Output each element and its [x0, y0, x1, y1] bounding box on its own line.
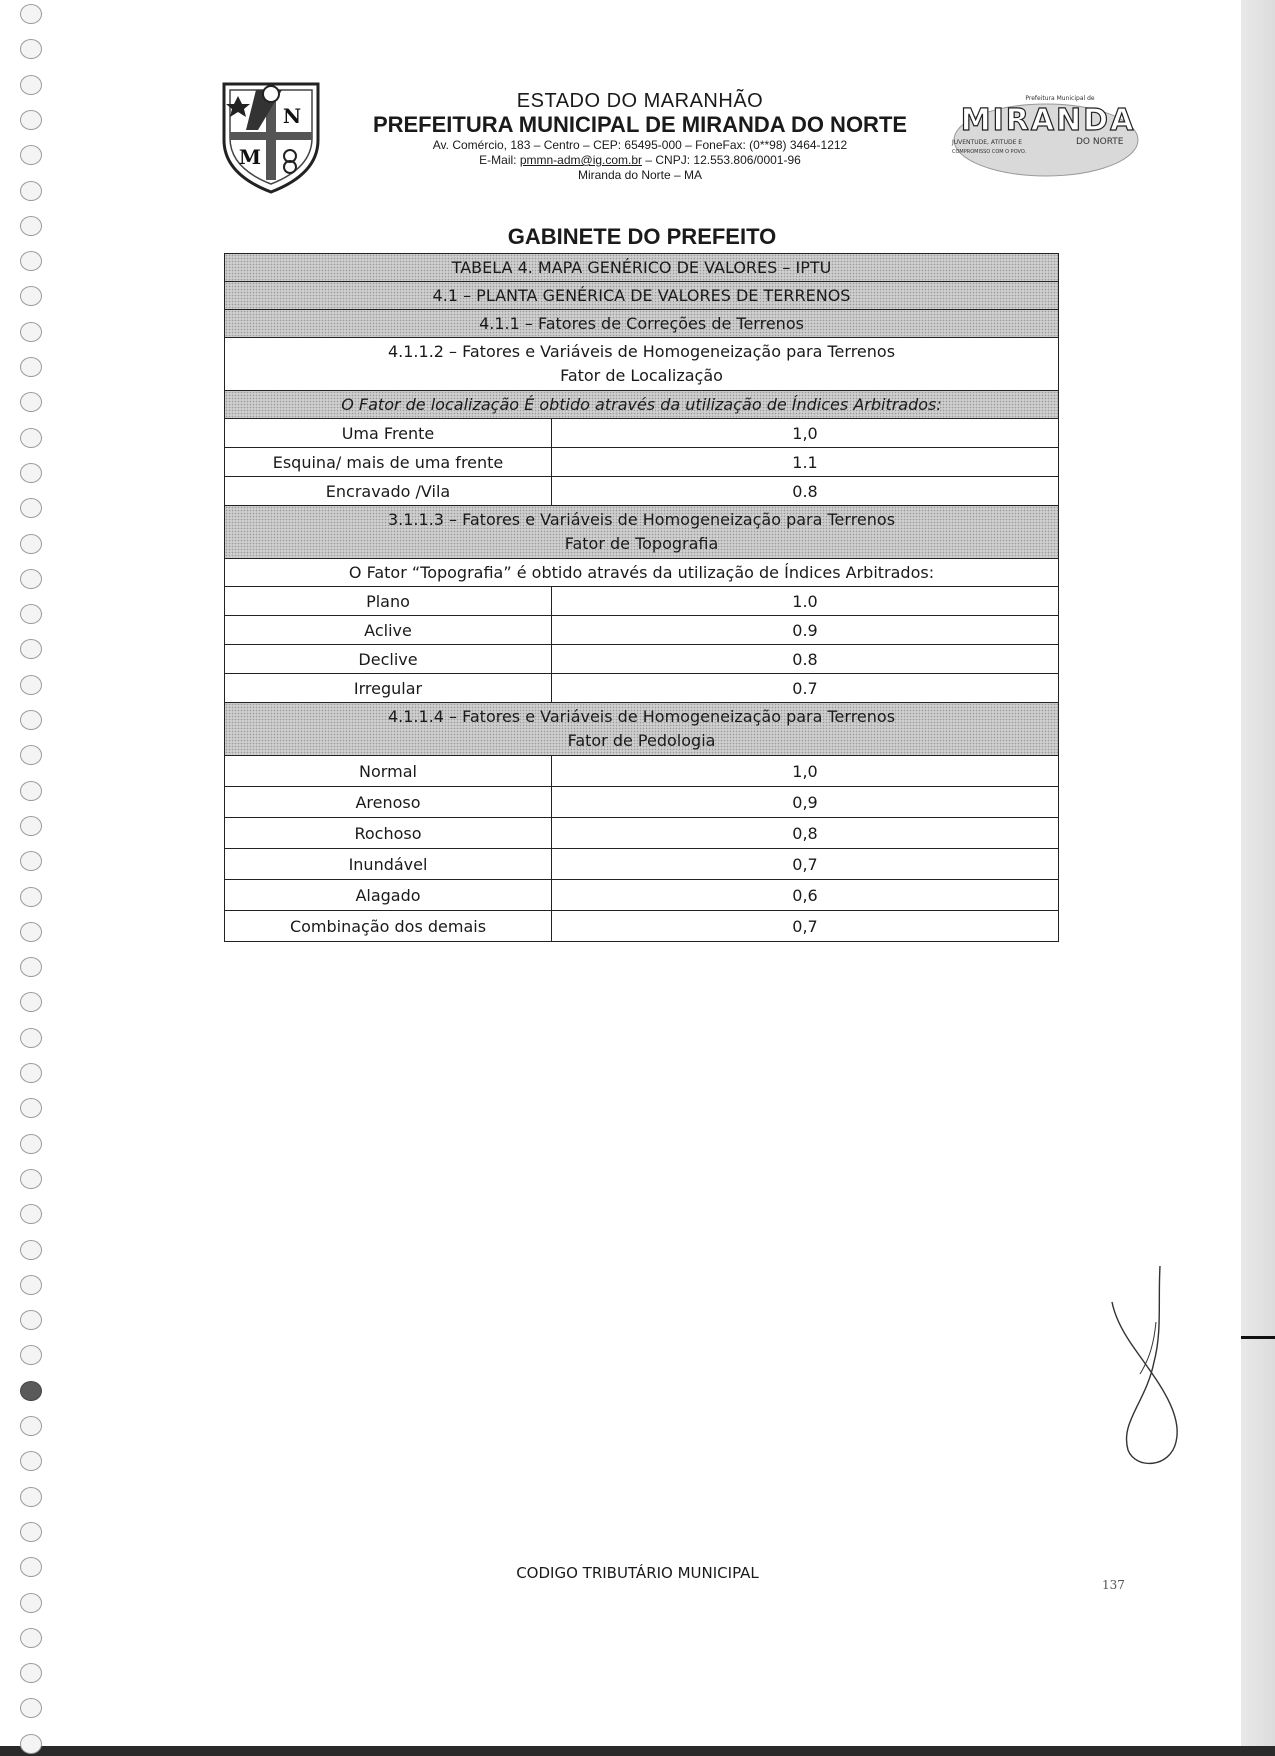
crest-letter-m: M	[238, 145, 262, 169]
localizacao-note: O Fator de localização É obtido através da utilização de Índices Arbitrados:	[225, 391, 1059, 419]
binder-hole	[20, 604, 42, 624]
table-row	[225, 419, 1059, 448]
row-value: 0.8	[552, 477, 1059, 506]
footer-title: CODIGO TRIBUTÁRIO MUNICIPAL	[516, 1564, 759, 1582]
subsection-row	[225, 310, 1059, 338]
binder-hole	[20, 39, 42, 59]
binder-hole	[20, 498, 42, 518]
scan-bottom-edge	[0, 1746, 1275, 1756]
row-value: 1,0	[552, 756, 1059, 787]
table-row	[225, 448, 1059, 477]
binder-hole	[20, 534, 42, 554]
row-value: 1.1	[552, 448, 1059, 477]
binder-hole	[20, 851, 42, 871]
logo-name: MIRANDA	[960, 103, 1136, 138]
binder-hole	[20, 251, 42, 271]
table-row	[225, 818, 1059, 849]
cnpj: – CNPJ: 12.553.806/0001-96	[642, 153, 801, 167]
row-label: Inundável	[225, 849, 552, 880]
topografia-note: O Fator “Topografia” é obtido através da utilização de Índices Arbitrados:	[225, 559, 1059, 587]
row-value: 1,0	[552, 419, 1059, 448]
binder-hole	[20, 922, 42, 942]
binder-hole	[20, 1522, 42, 1542]
binder-hole	[20, 1734, 42, 1754]
row-label: Rochoso	[225, 818, 552, 849]
signature-icon	[1110, 1262, 1200, 1472]
logo-sub3: COMPROMISSO COM O POVO.	[952, 149, 1027, 155]
binder-hole	[20, 745, 42, 765]
row-value: 0,9	[552, 787, 1059, 818]
row-value: 0.8	[552, 645, 1059, 674]
binder-hole	[20, 1063, 42, 1083]
binder-hole	[20, 428, 42, 448]
binder-hole	[20, 463, 42, 483]
row-label: Declive	[225, 645, 552, 674]
row-label: Combinação dos demais	[225, 911, 552, 942]
topografia-note-row	[225, 559, 1059, 587]
binder-hole	[20, 1487, 42, 1507]
topografia-heading	[225, 506, 1059, 559]
table-row	[225, 849, 1059, 880]
crest-letter-n: N	[282, 104, 302, 128]
table-row	[225, 645, 1059, 674]
binder-hole	[20, 1698, 42, 1718]
binder-hole	[20, 887, 42, 907]
scan-mark	[1241, 1336, 1275, 1339]
pedologia-heading-row	[225, 703, 1059, 756]
localizacao-note-row	[225, 391, 1059, 419]
row-label: Uma Frente	[225, 419, 552, 448]
binder-hole	[20, 1204, 42, 1224]
binder-hole	[20, 216, 42, 236]
pedologia-heading-line2: Fator de Pedologia	[567, 731, 716, 750]
row-value: 0.7	[552, 674, 1059, 703]
city-line: Miranda do Norte – MA	[577, 168, 703, 182]
binder-hole	[20, 1593, 42, 1613]
binder-hole	[20, 1628, 42, 1648]
municipal-crest-icon	[220, 78, 322, 194]
contact-line	[340, 153, 940, 168]
values-table	[224, 253, 1058, 942]
row-label: Aclive	[225, 616, 552, 645]
row-label: Normal	[225, 756, 552, 787]
binder-hole	[20, 957, 42, 977]
binder-hole	[20, 357, 42, 377]
row-label: Esquina/ mais de uma frente	[225, 448, 552, 477]
binder-hole	[20, 1451, 42, 1471]
section-row	[225, 282, 1059, 310]
binder-hole	[20, 322, 42, 342]
pedologia-heading-line1: 4.1.1.4 – Fatores e Variáveis de Homogeneização para Terrenos	[387, 707, 896, 726]
row-label: Arenoso	[225, 787, 552, 818]
logo-top-text: Prefeitura Municipal de	[1025, 95, 1095, 102]
binder-hole	[20, 1275, 42, 1295]
page-number: 137	[1102, 1578, 1125, 1592]
binder-hole	[20, 639, 42, 659]
logo-sub1: JUVENTUDE, ATITUDE E	[952, 139, 1023, 146]
table-row	[225, 911, 1059, 942]
localizacao-heading-line2: Fator de Localização	[560, 366, 723, 385]
binder-hole	[20, 816, 42, 836]
binder-hole	[20, 75, 42, 95]
binder-hole	[20, 145, 42, 165]
row-value: 0,7	[552, 911, 1059, 942]
topografia-heading-line1: 3.1.1.3 – Fatores e Variáveis de Homogeneização para Terrenos	[387, 510, 896, 529]
binder-hole	[20, 1310, 42, 1330]
row-label: Plano	[225, 587, 552, 616]
row-value: 0,6	[552, 880, 1059, 911]
logo-sub2: DO NORTE	[1076, 137, 1124, 147]
binder-hole	[20, 1416, 42, 1436]
cabinet-title: GABINETE DO PREFEITO	[507, 224, 777, 249]
table-row	[225, 880, 1059, 911]
section-title: 4.1 – PLANTA GENÉRICA DE VALORES DE TERRENOS	[225, 282, 1059, 310]
table-row	[225, 587, 1059, 616]
binder-hole	[20, 1240, 42, 1260]
binder-hole	[20, 181, 42, 201]
localizacao-heading-line1: 4.1.1.2 – Fatores e Variáveis de Homogeneização para Terrenos	[387, 342, 896, 361]
table-row	[225, 674, 1059, 703]
pedologia-heading	[225, 703, 1059, 756]
topografia-heading-line2: Fator de Topografia	[564, 534, 719, 553]
topografia-heading-row	[225, 506, 1059, 559]
row-label: Alagado	[225, 880, 552, 911]
subsection-title: 4.1.1 – Fatores de Correções de Terrenos	[225, 310, 1059, 338]
letterhead	[340, 90, 940, 183]
binder-hole	[20, 569, 42, 589]
prefecture-name: PREFEITURA MUNICIPAL DE MIRANDA DO NORTE	[372, 112, 908, 137]
localizacao-heading	[225, 338, 1059, 391]
page-edge	[1241, 0, 1275, 1756]
table-row	[225, 616, 1059, 645]
binder-hole	[20, 1134, 42, 1154]
binder-hole	[20, 1098, 42, 1118]
binder-holes	[20, 0, 50, 1756]
binder-hole	[20, 1169, 42, 1189]
binder-hole	[20, 392, 42, 412]
table-row	[225, 756, 1059, 787]
email-label: E-Mail:	[479, 153, 520, 167]
email-link[interactable]: pmmn-adm@ig.com.br	[519, 153, 643, 167]
binder-hole	[20, 286, 42, 306]
binder-hole	[20, 1663, 42, 1683]
binder-hole	[20, 781, 42, 801]
localizacao-heading-row	[225, 338, 1059, 391]
binder-hole	[20, 110, 42, 130]
address-line: Av. Comércio, 183 – Centro – CEP: 65495-000 – FoneFax: (0**98) 3464-1212	[432, 138, 848, 152]
table-row	[225, 477, 1059, 506]
row-label: Encravado /Vila	[225, 477, 552, 506]
binder-hole	[20, 992, 42, 1012]
state-name: ESTADO DO MARANHÃO	[516, 90, 764, 112]
binder-hole	[20, 675, 42, 695]
row-value: 1.0	[552, 587, 1059, 616]
row-label: Irregular	[225, 674, 552, 703]
row-value: 0.9	[552, 616, 1059, 645]
binder-hole	[20, 1381, 42, 1401]
row-value: 0,8	[552, 818, 1059, 849]
binder-hole	[20, 710, 42, 730]
row-value: 0,7	[552, 849, 1059, 880]
binder-hole	[20, 1028, 42, 1048]
binder-hole	[20, 4, 42, 24]
miranda-logo-icon	[948, 88, 1148, 184]
table-title: TABELA 4. MAPA GENÉRICO DE VALORES – IPTU	[225, 254, 1059, 282]
binder-hole	[20, 1345, 42, 1365]
table-row	[225, 787, 1059, 818]
table-title-row	[225, 254, 1059, 282]
